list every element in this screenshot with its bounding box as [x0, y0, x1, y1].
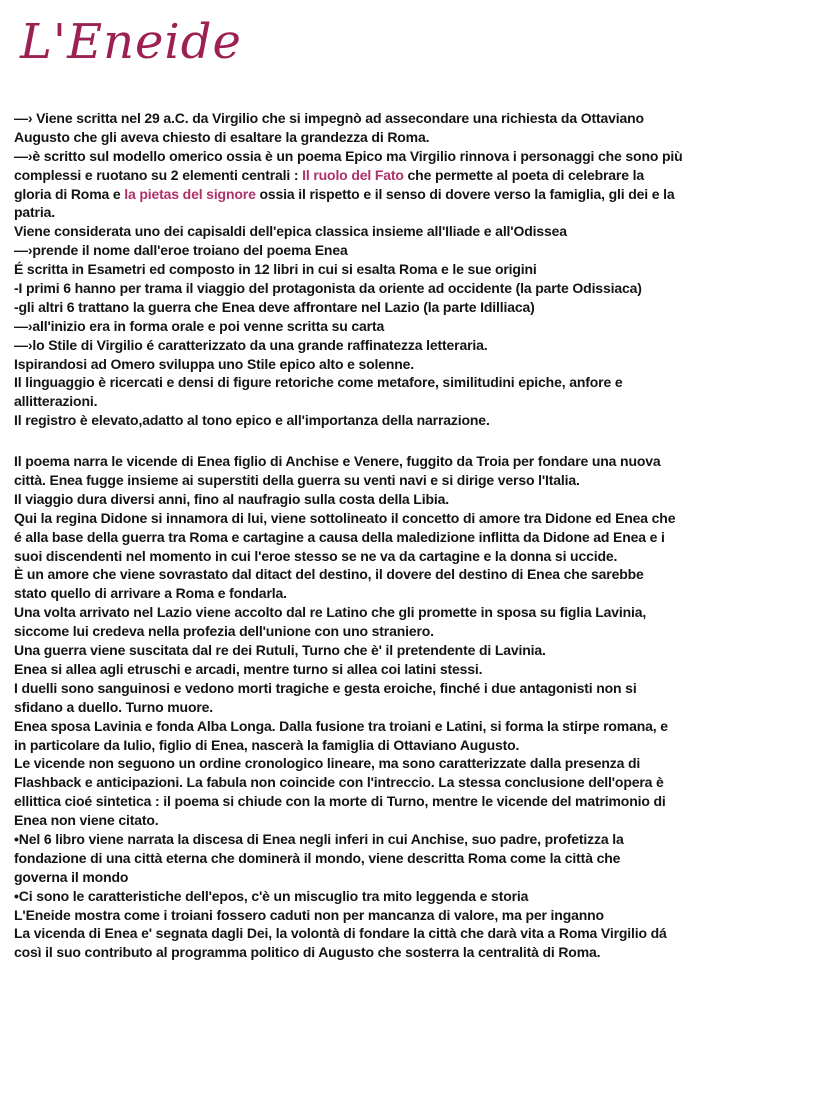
text-segment: Augusto che gli aveva chiesto di esaltare la grandezza di Roma.	[14, 128, 430, 145]
text-line	[14, 736, 819, 755]
text-segment: siccome lui credeva nella profezia dell'unione con uno straniero.	[14, 623, 434, 640]
text-line	[14, 222, 819, 241]
text-line	[14, 641, 819, 660]
text-segment: fondazione di una città eterna che dominerà il mondo, viene descritta Roma come la città che	[14, 849, 621, 866]
text-line	[14, 906, 819, 925]
text-segment: La vicenda di Enea e' segnata dagli Dei, la volontà di fondare la città che darà vita a Roma Virgilio dá	[14, 925, 667, 942]
text-segment: Il viaggio dura diversi anni, fino al naufragio sulla costa della Libia.	[14, 490, 449, 507]
text-line	[14, 849, 819, 868]
highlighted-phrase: Il ruolo del Fato	[302, 166, 404, 183]
paragraph-gap	[14, 430, 819, 452]
highlighted-phrase: la pietas del signore	[124, 185, 256, 202]
text-segment: patria.	[14, 204, 55, 221]
text-segment: I duelli sono sanguinosi e vedono morti tragiche e gesta eroiche, finché i due antagonisti non si	[14, 679, 637, 696]
text-line	[14, 128, 819, 147]
text-segment: Qui la regina Didone si innamora di lui, viene sottolineato il concetto di amore tra Didone ed Enea che	[14, 509, 676, 526]
text-line	[14, 698, 819, 717]
text-line	[14, 830, 819, 849]
text-line	[14, 336, 819, 355]
text-segment: È un amore che viene sovrastato dal ditact del destino, il dovere del destino di Enea che sarebbe	[14, 566, 644, 583]
text-line	[14, 943, 819, 962]
text-line	[14, 471, 819, 490]
text-line	[14, 392, 819, 411]
text-line	[14, 411, 819, 430]
text-segment: —› Viene scritta nel 29 a.C. da Virgilio che si impegnò ad assecondare una richiesta da Ottaviano	[14, 110, 644, 126]
notes-section-intro	[14, 109, 819, 430]
text-line	[14, 452, 819, 471]
text-segment: •Ci sono le caratteristiche dell'epos, c'è un miscuglio tra mito leggenda e storia	[14, 887, 529, 904]
text-line	[14, 622, 819, 641]
text-segment: Una guerra viene suscitata dal re dei Rutuli, Turno che è' il pretendente di Lavinia.	[14, 642, 546, 659]
text-line	[14, 584, 819, 603]
page-title: L'Eneide	[20, 14, 242, 70]
text-segment: Le vicende non seguono un ordine cronologico lineare, ma sono caratterizzate dalla presenza di	[14, 755, 641, 772]
text-segment: città. Enea fugge insieme ai superstiti della guerra su venti navi e si dirige verso l'Italia.	[14, 472, 580, 489]
text-line	[14, 109, 819, 128]
text-line	[14, 792, 819, 811]
text-segment: Il registro è elevato,adatto al tono epico e all'importanza della narrazione.	[14, 412, 490, 429]
notes-section-plot	[14, 452, 819, 962]
text-segment: sfidano a duello. Turno muore.	[14, 698, 214, 715]
text-line	[14, 509, 819, 528]
notes-body	[14, 109, 819, 962]
text-segment: gloria di Roma e	[14, 185, 125, 202]
text-line	[14, 203, 819, 222]
text-segment: —›all'inizio era in forma orale e poi venne scritta su carta	[14, 317, 385, 334]
text-line	[14, 868, 819, 887]
text-line	[14, 811, 819, 830]
text-segment: -I primi 6 hanno per trama il viaggio del protagonista da oriente ad occidente (la parte Odissiaca)	[14, 280, 642, 297]
text-line	[14, 547, 819, 566]
text-segment: É scritta in Esametri ed composto in 12 libri in cui si esalta Roma e le sue origini	[14, 261, 537, 278]
text-segment: —›prende il nome dall'eroe troiano del poema Enea	[14, 242, 348, 259]
text-segment: stato quello di arrivare a Roma e fondarla.	[14, 585, 287, 602]
text-segment: che permette al poeta di celebrare la	[403, 166, 644, 183]
text-segment: Una volta arrivato nel Lazio viene accolto dal re Latino che gli promette in sposa su figlia Lavinia,	[14, 604, 647, 621]
text-segment: Enea sposa Lavinia e fonda Alba Longa. Dalla fusione tra troiani e Latini, si forma la stirpe romana, e	[14, 717, 668, 734]
text-segment: Viene considerata uno dei capisaldi dell'epica classica insieme all'Iliade e all'Odissea	[14, 223, 567, 240]
text-line	[14, 528, 819, 547]
text-segment: L'Eneide mostra come i troiani fossero caduti non per mancanza di valore, ma per inganno	[14, 906, 604, 923]
text-line	[14, 660, 819, 679]
text-line	[14, 185, 819, 204]
text-segment: é alla base della guerra tra Roma e cartagine a causa della maledizione inflitta da Didone ad Enea e i	[14, 528, 665, 545]
text-segment: Il linguaggio è ricercati e densi di figure retoriche come metafore, similitudini epiche, anfore e	[14, 374, 623, 391]
text-segment: —›lo Stile di Virgilio é caratterizzato da una grande raffinatezza letteraria.	[14, 336, 488, 353]
text-line	[14, 565, 819, 584]
text-segment: -gli altri 6 trattano la guerra che Enea deve affrontare nel Lazio (la parte Idilliaca)	[14, 298, 535, 315]
text-segment: Enea non viene citato.	[14, 812, 159, 829]
text-line	[14, 754, 819, 773]
text-segment: ellittica cioé sintetica : il poema si chiude con la morte di Turno, mentre le vicende del matrimonio di	[14, 793, 666, 810]
text-line	[14, 147, 819, 166]
text-segment: in particolare da Iulio, figlio di Enea, nascerà la famiglia di Ottaviano Augusto.	[14, 736, 520, 753]
text-segment: governa il mondo	[14, 868, 129, 885]
text-line	[14, 490, 819, 509]
text-line	[14, 298, 819, 317]
text-segment: suoi discendenti nel momento in cui l'eroe stesso se ne va da cartagine e la donna si uccide.	[14, 547, 618, 564]
text-segment: Ispirandosi ad Omero sviluppa uno Stile epico alto e solenne.	[14, 355, 415, 372]
text-line	[14, 373, 819, 392]
text-line	[14, 355, 819, 374]
text-segment: allitterazioni.	[14, 393, 98, 410]
text-line	[14, 887, 819, 906]
text-line	[14, 260, 819, 279]
text-line	[14, 924, 819, 943]
text-line	[14, 717, 819, 736]
text-segment: •Nel 6 libro viene narrata la discesa di Enea negli inferi in cui Anchise, suo padre, profetizza la	[14, 830, 624, 847]
text-segment: complessi e ruotano su 2 elementi centrali :	[14, 166, 303, 183]
text-line	[14, 317, 819, 336]
text-segment: così il suo contributo al programma politico di Augusto che sosterra la centralità di Roma.	[14, 944, 601, 961]
text-line	[14, 773, 819, 792]
text-line	[14, 241, 819, 260]
text-segment: Il poema narra le vicende di Enea figlio di Anchise e Venere, fuggito da Troia per fondare una nuova	[14, 453, 661, 470]
text-segment: ossia il rispetto e il senso di dovere verso la famiglia, gli dei e la	[255, 185, 675, 202]
text-segment: Flashback e anticipazioni. La fabula non coincide con l'intreccio. La stessa conclusione dell'opera è	[14, 774, 664, 791]
text-line	[14, 603, 819, 622]
text-segment: Enea si allea agli etruschi e arcadi, mentre turno si allea coi latini stessi.	[14, 660, 483, 677]
text-line	[14, 166, 819, 185]
text-segment: —›è scritto sul modello omerico ossia è un poema Epico ma Virgilio rinnova i personaggi che sono più	[14, 147, 683, 164]
text-line	[14, 679, 819, 698]
text-line	[14, 279, 819, 298]
